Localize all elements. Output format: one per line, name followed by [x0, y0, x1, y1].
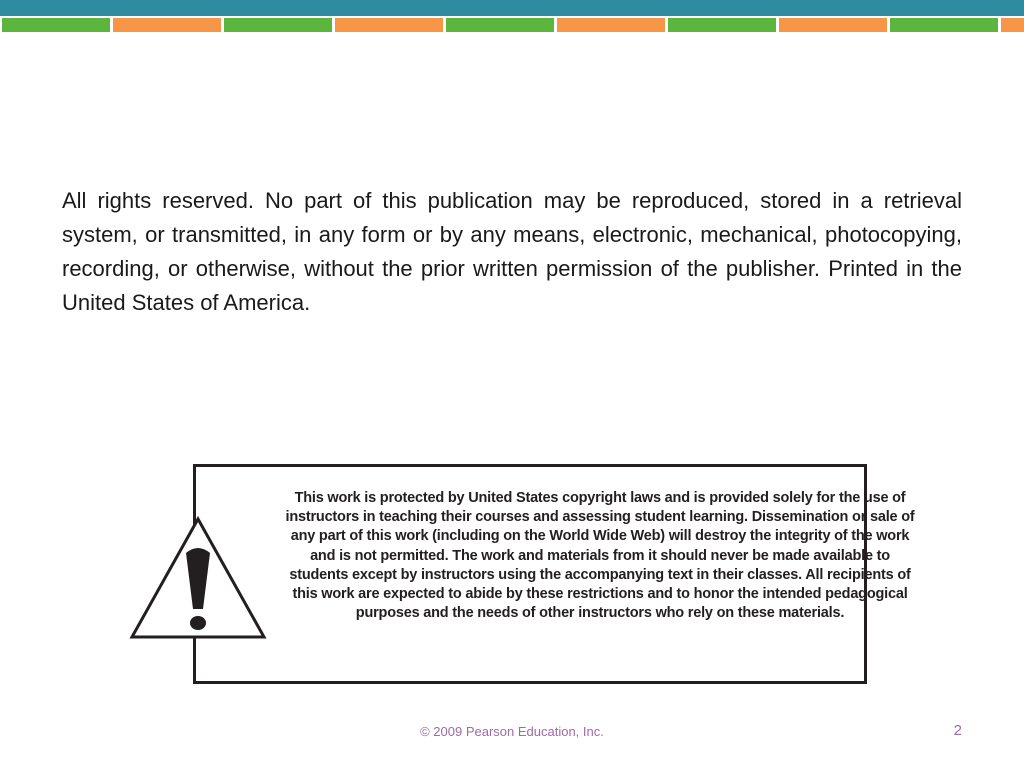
header-stripe — [224, 18, 332, 32]
footer-copyright: © 2009 Pearson Education, Inc. — [420, 724, 604, 739]
header-stripe — [557, 18, 665, 32]
header-stripe — [668, 18, 776, 32]
header-stripe — [1001, 18, 1024, 32]
header-stripe — [446, 18, 554, 32]
header-stripe — [335, 18, 443, 32]
copyright-paragraph: All rights reserved. No part of this publication may be reproduced, stored in a retrieval system, or transmitted, in any form or by any means, electronic, mechanical, photocopying, recording, or otherwise, without the prior written permission of the publisher. Printed in the United States of America. — [62, 188, 962, 315]
header-stripe — [113, 18, 221, 32]
header-stripe — [779, 18, 887, 32]
warning-frame — [193, 464, 915, 684]
header-stripe — [2, 18, 110, 32]
header-bar — [0, 0, 1024, 16]
exclamation-triangle-icon — [128, 513, 268, 643]
header-stripe — [890, 18, 998, 32]
header-stripes — [0, 18, 1024, 32]
copyright-warning — [128, 463, 915, 691]
warning-text: This work is protected by United States copyright laws and is provided solely for the use of instructors in teaching their courses and assessing student learning. Dissemination or sale of any part of this work (including on the World Wide Web) will destroy the integrity of the work and is not permitted. The work and materials from it should never be made available to students except by instructors using the accompanying text in their classes. All recipients of this work are expected to abide by these restrictions and to honor the intended pedagogical purposes and the needs of other instructors who rely on these materials. — [285, 490, 915, 622]
slide-number: 2 — [953, 722, 962, 739]
